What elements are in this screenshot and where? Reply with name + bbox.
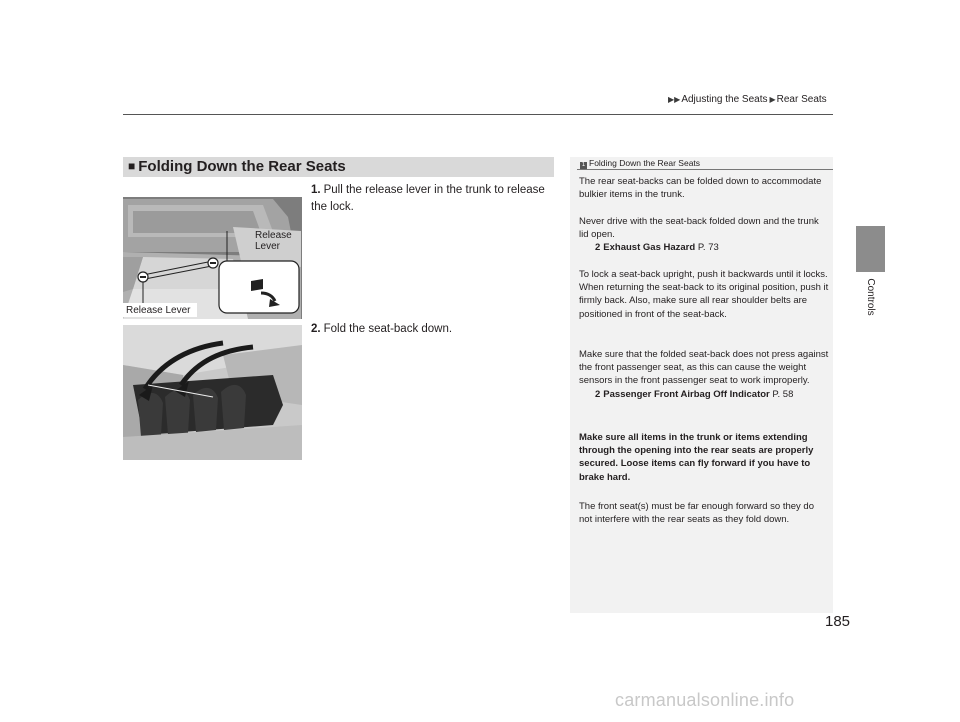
step-1-text: Pull the release lever in the trunk to release the lock.: [311, 184, 545, 213]
trunk-release-lever-illustration: [123, 197, 302, 319]
release-lever-callout-bottom: Release Lever: [126, 305, 191, 316]
section-heading: [128, 158, 346, 176]
breadcrumb-item-adjusting-seats[interactable]: Adjusting the Seats: [681, 94, 768, 105]
step-1: [311, 182, 555, 216]
xref-link-text[interactable]: Passenger Front Airbag Off Indicator: [603, 388, 770, 400]
heading-marker-icon: ■: [128, 159, 136, 173]
xref-page: P. 58: [772, 388, 794, 400]
note-warning-paragraph: Make sure all items in the trunk or items extending through the opening into the rear seats are properly secured. Loose items can fly forward if you have to brake hard.: [579, 432, 814, 483]
section-tab[interactable]: [856, 226, 885, 272]
note-number-box: 1: [581, 162, 586, 168]
note-paragraph-with-xref: [579, 215, 829, 255]
note-rule: [577, 169, 833, 170]
breadcrumb-item-rear-seats[interactable]: Rear Seats: [776, 94, 827, 105]
note-title: [580, 158, 700, 169]
xref-exhaust-gas-hazard[interactable]: [579, 241, 829, 254]
page-number: 185: [825, 613, 851, 630]
fold-seatback-illustration: [123, 325, 302, 460]
xref-passenger-airbag-indicator[interactable]: [579, 388, 829, 401]
note-title-text: Folding Down the Rear Seats: [589, 158, 701, 168]
release-lever-callout-top: Release Lever: [255, 230, 292, 252]
section-title: Folding Down the Rear Seats: [138, 158, 346, 175]
xref-arrow-icon: 2: [595, 242, 601, 254]
xref-page: P. 73: [697, 242, 719, 254]
breadcrumb: [668, 94, 827, 105]
note-paragraph: Make sure that the folded seat-back does not press against the front passenger seat, as this can cause the weight sensors in the front passenger seat to work improperly.: [579, 349, 829, 387]
note-paragraph: To lock a seat-back upright, push it backwards until it locks. When returning the seat-back to its original position, push it firmly back. Also, make sure all rear shoulder belts are positioned in front of the seat-back.: [579, 269, 829, 320]
note-paragraph: The front seat(s) must be far enough forward so they do not interfere with the rear seats as they fold down.: [579, 501, 814, 526]
step-2-text: Fold the seat-back down.: [323, 323, 453, 335]
xref-arrow-icon: 2: [595, 388, 601, 400]
header-rule: [123, 114, 833, 115]
step-2-number: 2.: [311, 323, 321, 335]
note-paragraph: The rear seat-backs can be folded down to accommodate bulkier items in the trunk.: [579, 176, 822, 201]
note-paragraph: Never drive with the seat-back folded down and the trunk lid open.: [579, 216, 819, 241]
trunk-illustration: [123, 197, 302, 319]
watermark: carmanualsonline.info: [615, 690, 795, 710]
double-triangle-icon: ▶▶: [668, 95, 681, 104]
note-paragraph-with-xref: [579, 348, 829, 401]
seatback-illustration: [123, 325, 302, 460]
xref-link-text[interactable]: Exhaust Gas Hazard: [603, 242, 696, 254]
triangle-icon: ▶: [769, 95, 776, 104]
section-tab-label: Controls: [865, 278, 876, 316]
step-2: [311, 321, 555, 338]
step-1-number: 1.: [311, 184, 321, 196]
